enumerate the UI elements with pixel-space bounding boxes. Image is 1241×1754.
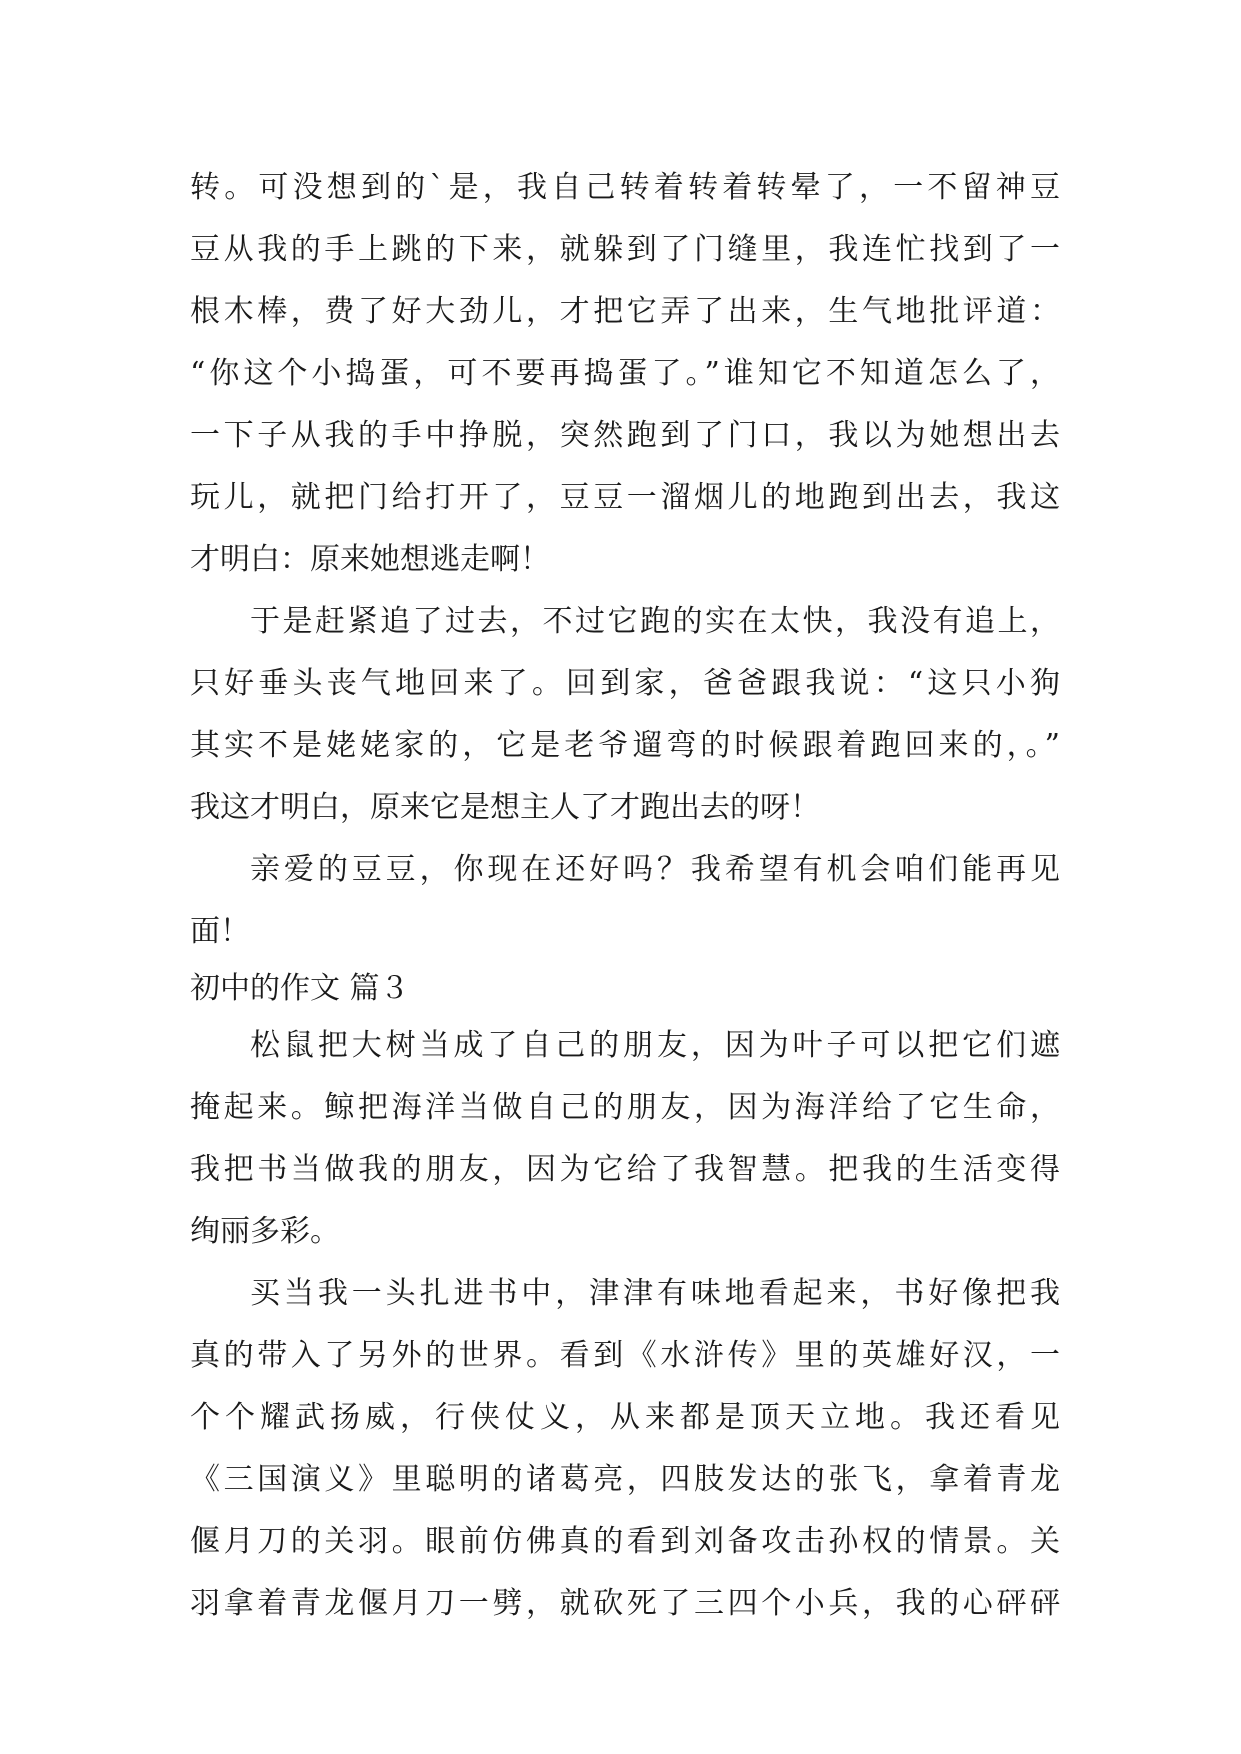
text-line: 亲爱的豆豆，你现在还好吗？我希望有机会咱们能再见 <box>250 852 1060 887</box>
text-line: 玩儿，就把门给打开了，豆豆一溜烟儿的地跑到出去，我这 <box>190 480 1060 515</box>
text-line: 转。可没想到的`是，我自己转着转着转晕了，一不留神豆 <box>190 170 1060 205</box>
text-line: 根木棒，费了好大劲儿，才把它弄了出来，生气地批评道： <box>190 294 1060 329</box>
text-line: 真的带入了另外的世界。看到《水浒传》里的英雄好汉，一 <box>190 1338 1060 1373</box>
text-line: 掩起来。鲸把海洋当做自己的朋友，因为海洋给了它生命， <box>190 1090 1060 1125</box>
section-heading: 初中的作文 篇３ <box>190 971 410 1006</box>
text-line: 一下子从我的手中挣脱，突然跑到了门口，我以为她想出去 <box>190 418 1060 453</box>
text-line: “你这个小捣蛋，可不要再捣蛋了。”谁知它不知道怎么了， <box>190 356 1060 391</box>
text-line: 羽拿着青龙偃月刀一劈，就砍死了三四个小兵，我的心砰砰 <box>190 1586 1060 1621</box>
text-line: 才明白：原来她想逃走啊！ <box>190 542 550 577</box>
text-line: 买当我一头扎进书中，津津有味地看起来，书好像把我 <box>250 1276 1060 1311</box>
document-body <box>190 157 1060 1635</box>
text-line: 绚丽多彩。 <box>190 1214 340 1249</box>
text-line: 只好垂头丧气地回来了。回到家，爸爸跟我说：“这只小狗 <box>190 666 1060 701</box>
text-line: 于是赶紧追了过去，不过它跑的实在太快，我没有追上， <box>250 604 1060 639</box>
text-line: 面！ <box>190 914 250 949</box>
text-line: 豆从我的手上跳的下来，就躲到了门缝里，我连忙找到了一 <box>190 232 1060 267</box>
text-line: 我这才明白，原来它是想主人了才跑出去的呀！ <box>190 790 820 825</box>
text-line: 偃月刀的关羽。眼前仿佛真的看到刘备攻击孙权的情景。关 <box>190 1524 1060 1559</box>
text-line: 个个耀武扬威，行侠仗义，从来都是顶天立地。我还看见 <box>190 1400 1060 1435</box>
text-line: 我把书当做我的朋友，因为它给了我智慧。把我的生活变得 <box>190 1152 1060 1187</box>
text-line: 其实不是姥姥家的，它是老爷遛弯的时候跟着跑回来的，。” <box>190 728 1060 763</box>
text-line: 《三国演义》里聪明的诸葛亮，四肢发达的张飞，拿着青龙 <box>190 1462 1060 1497</box>
text-line: 松鼠把大树当成了自己的朋友，因为叶子可以把它们遮 <box>250 1028 1060 1063</box>
